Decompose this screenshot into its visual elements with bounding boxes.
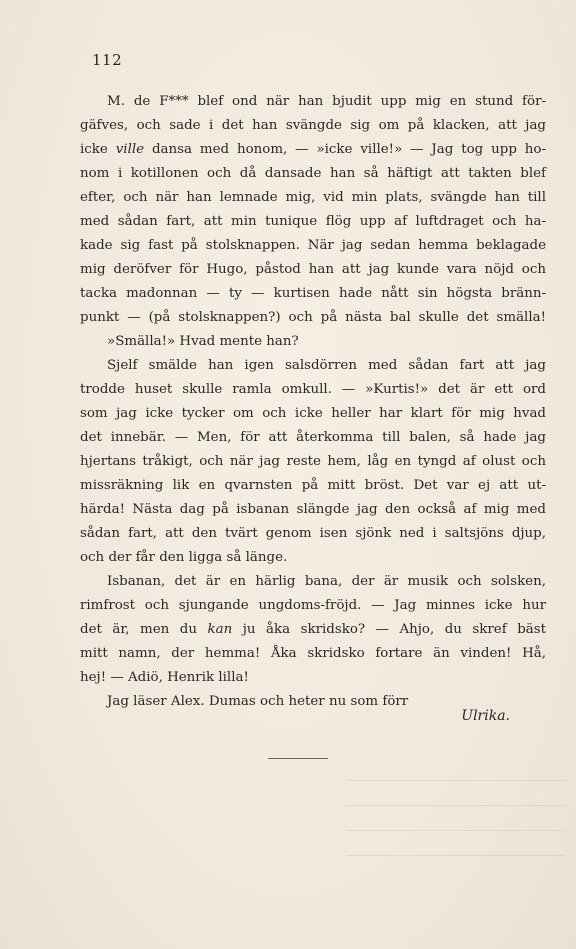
text-line: härda! Nästa dag på isbanan slängde jag den också af mig med (80, 502, 546, 517)
text-line: tacka madonnan — ty — kurtisen hade nått sin högsta bränn- (80, 286, 546, 301)
text-line: sådan fart, att den tvärt genom isen sjönk ned i saltsjöns djup, (80, 526, 546, 541)
text-line: icke ville dansa med honom, — »icke ville!» — Jag tog upp ho- (80, 142, 547, 157)
text-line: »Smälla!» Hvad mente han? (107, 334, 299, 349)
text-line: kade sig fast på stolsknappen. När jag sedan hemma beklagade (80, 238, 546, 253)
text-line: Jag läser Alex. Dumas och heter nu som förr (107, 694, 409, 709)
text-line: punkt — (på stolsknappen?) och på nästa bal skulle det smälla! (80, 310, 546, 325)
signature: Ulrika. (461, 708, 510, 724)
text-line: och der får den ligga så länge. (80, 550, 288, 565)
text-line: missräkning lik en qvarnsten på mitt bröst. Det var ej att ut- (80, 478, 546, 493)
text-line: Isbanan, det är en härlig bana, der är musik och solsken, (107, 574, 546, 589)
text-line: trodde huset skulle ramla omkull. — »Kurtis!» det är ett ord (80, 382, 546, 397)
text-line: M. de F*** blef ond när han bjudit upp mig en stund för- (107, 94, 546, 109)
bleed-through-line (346, 830, 566, 831)
text-line: det innebär. — Men, för att återkomma till balen, så hade jag (80, 430, 546, 445)
text-line: hjertans tråkigt, och när jag reste hem, låg en tyngd af olust och (80, 454, 546, 469)
text-line: mig deröfver för Hugo, påstod han att jag kunde vara nöjd och (80, 262, 546, 277)
bleed-through-line (346, 855, 566, 856)
text-line: mitt namn, der hemma! Åka skridsko fortare än vinden! Hå, (80, 646, 546, 661)
text-line: efter, och när han lemnade mig, vid min plats, svängde han till (80, 190, 546, 205)
text-line: med sådan fart, att min tunique flög upp af luftdraget och ha- (80, 214, 546, 229)
text-line: hej! — Adiö, Henrik lilla! (80, 670, 249, 685)
text-line: gäfves, och sade i det han svängde sig om på klacken, att jag (80, 118, 546, 133)
text-line: det är, men du kan ju åka skridsko? — Ahjo, du skref bäst (80, 622, 546, 637)
text-line: Sjelf smälde han igen salsdörren med sådan fart att jag (107, 358, 546, 373)
text-line: nom i kotillonen och då dansade han så häftigt att takten blef (80, 166, 546, 181)
bleed-through-line (346, 780, 566, 781)
page-number: 112 (92, 51, 123, 69)
text-line: rimfrost och sjungande ungdoms-fröjd. — Jag minnes icke hur (80, 598, 546, 613)
bleed-through-line (346, 805, 566, 806)
text-line: som jag icke tycker om och icke heller har klart för mig hvad (80, 406, 546, 421)
end-rule (268, 758, 328, 759)
body-text (80, 90, 546, 714)
